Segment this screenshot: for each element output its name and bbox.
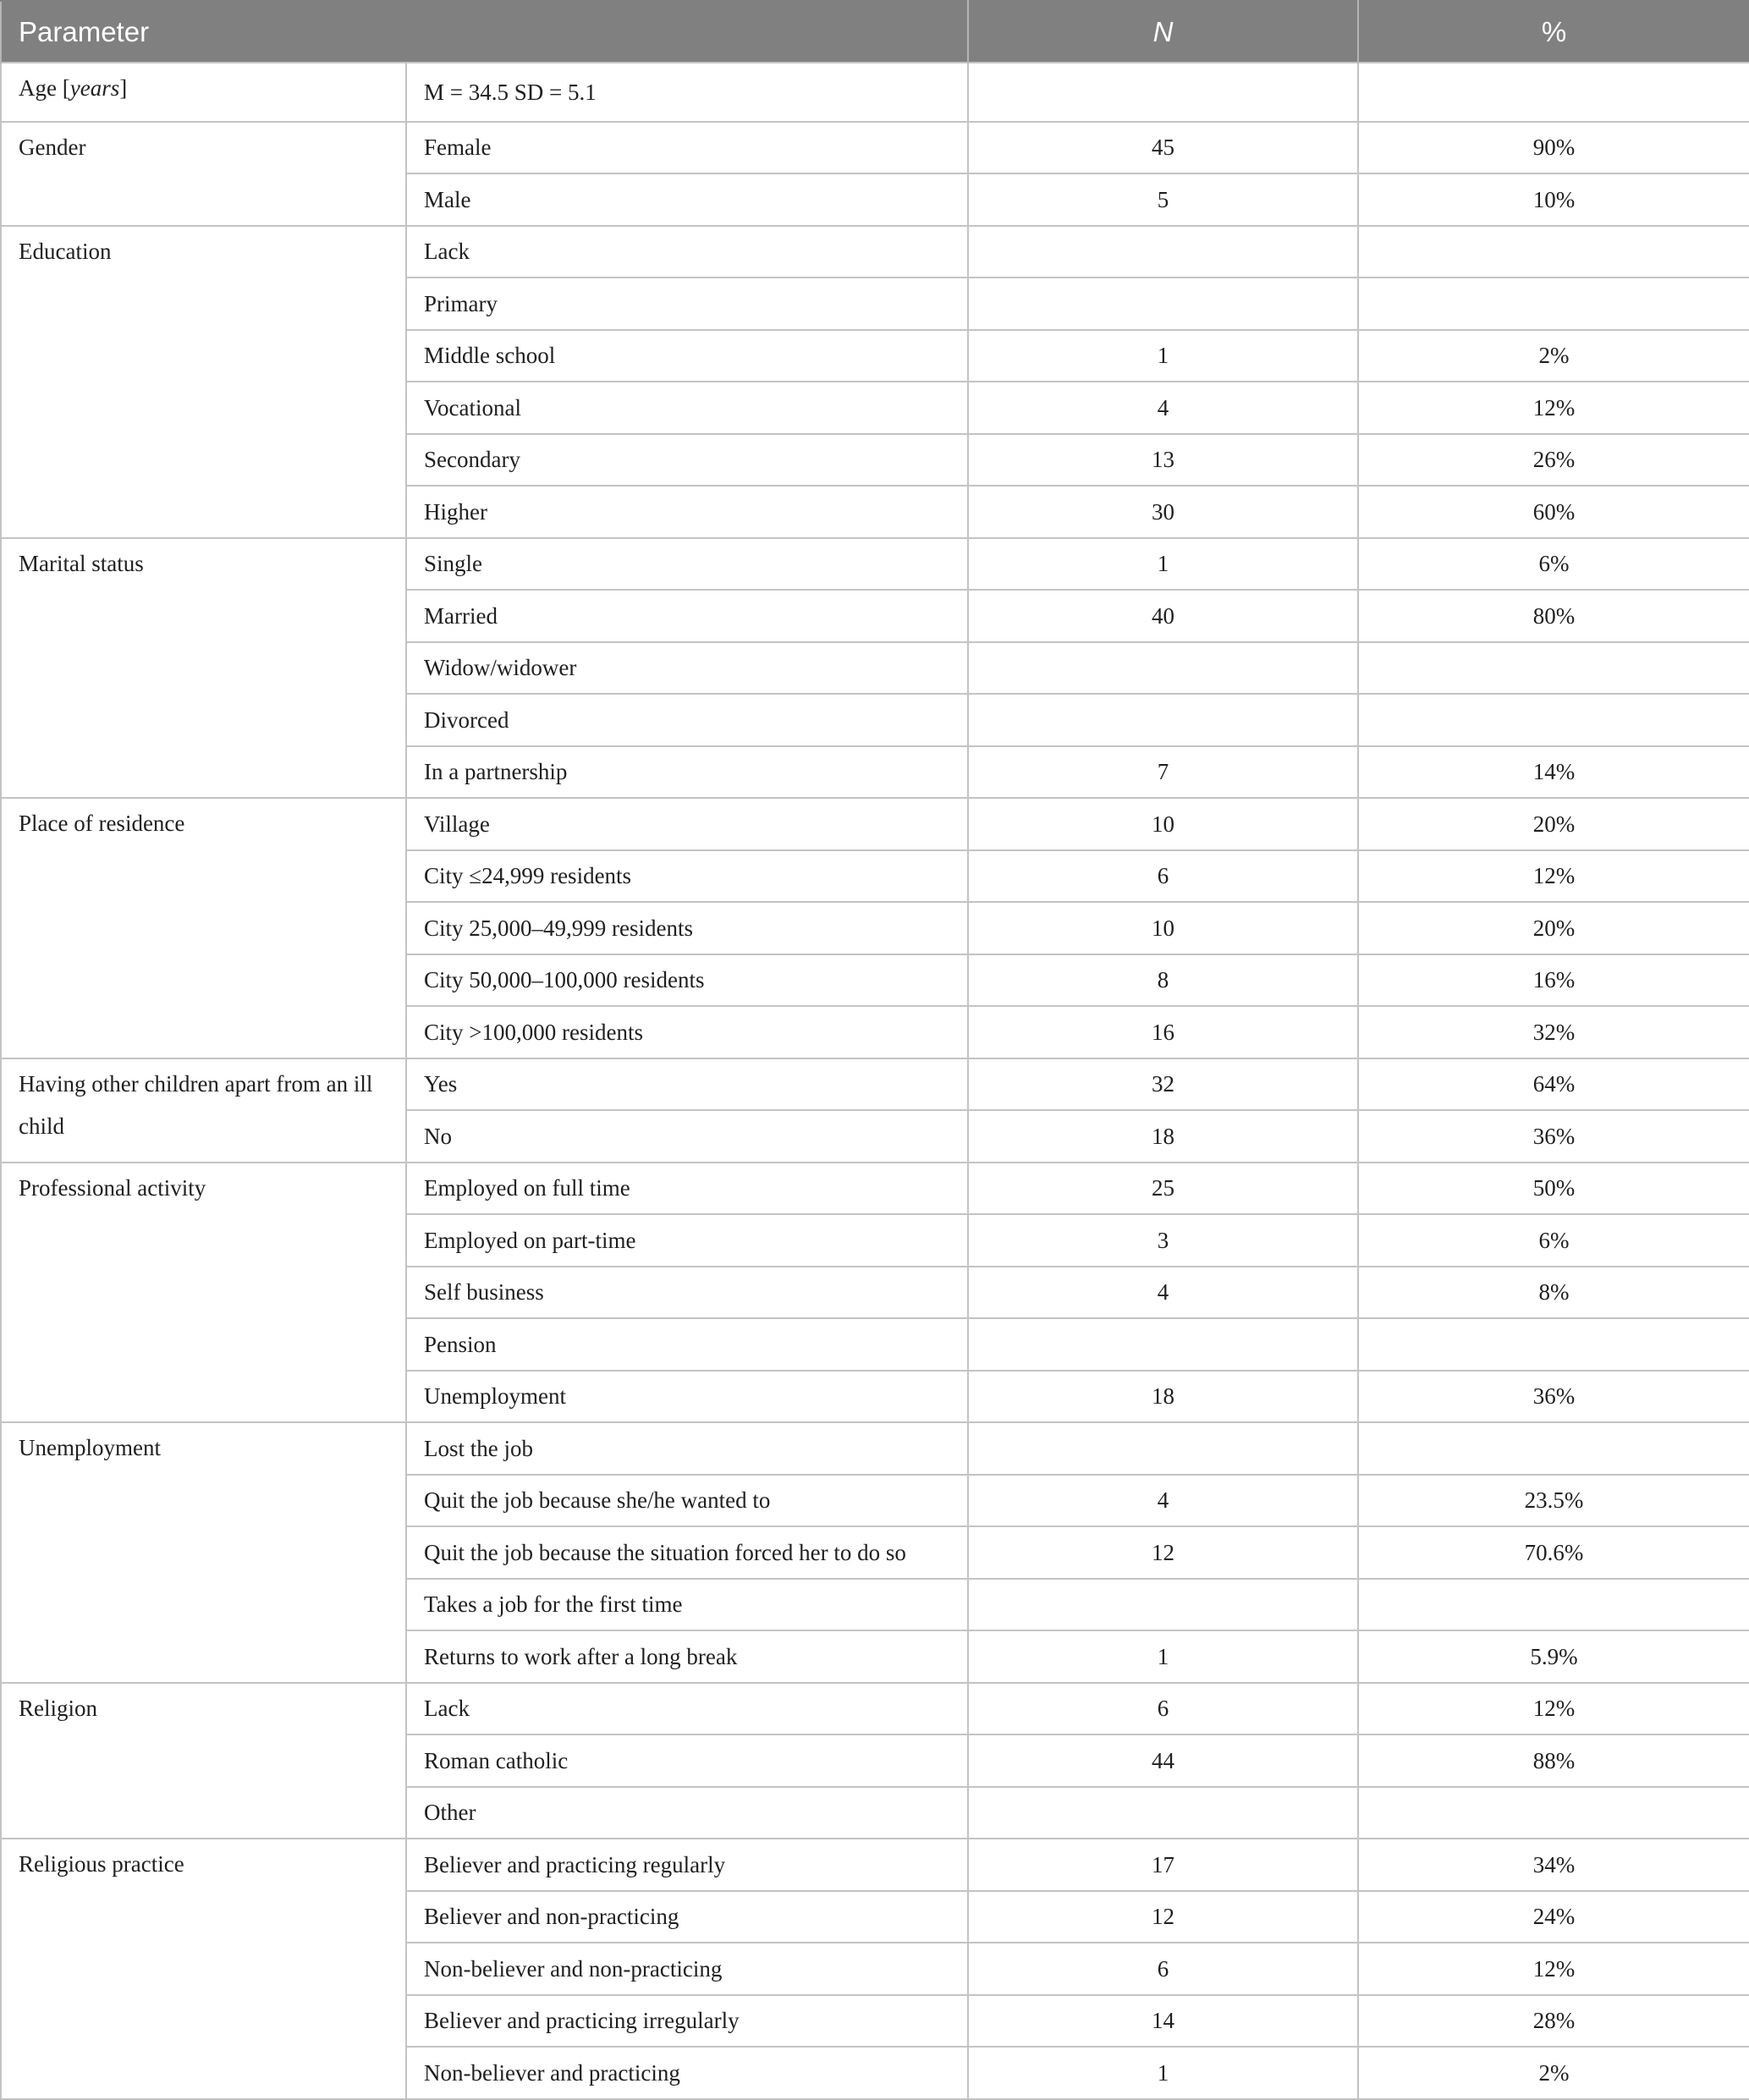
percent-cell: 80% xyxy=(1358,590,1749,642)
category-cell: Lost the job xyxy=(406,1422,968,1475)
percent-cell: 88% xyxy=(1358,1734,1749,1787)
category-cell: Divorced xyxy=(406,694,968,746)
percent-cell: 20% xyxy=(1358,798,1749,850)
percent-cell: 12% xyxy=(1358,1683,1749,1735)
percent-cell: 36% xyxy=(1358,1110,1749,1163)
age-value: M = 34.5 SD = 5.1 xyxy=(406,63,968,122)
parameter-cell-age xyxy=(1,63,406,122)
parameter-cell: Professional activity xyxy=(1,1163,406,1423)
n-cell: 1 xyxy=(968,538,1358,591)
percent-cell: 6% xyxy=(1358,538,1749,591)
n-cell: 4 xyxy=(968,382,1358,434)
parameter-cell: Having other children apart from an ill child xyxy=(1,1058,406,1163)
n-cell: 10 xyxy=(968,798,1358,850)
n-cell: 40 xyxy=(968,590,1358,642)
category-cell: Secondary xyxy=(406,434,968,487)
n-cell xyxy=(968,1787,1358,1839)
table-header xyxy=(1,1,1749,63)
n-cell: 5 xyxy=(968,173,1358,226)
percent-cell: 8% xyxy=(1358,1267,1749,1319)
category-cell: Quit the job because the situation forced her to do so xyxy=(406,1526,968,1579)
n-cell: 30 xyxy=(968,486,1358,538)
n-cell: 8 xyxy=(968,954,1358,1007)
percent-cell xyxy=(1358,1318,1749,1371)
n-cell: 44 xyxy=(968,1734,1358,1787)
percent-cell: 64% xyxy=(1358,1058,1749,1111)
category-cell: City 50,000–100,000 residents xyxy=(406,954,968,1007)
table-row xyxy=(1,538,1749,591)
percent-cell: 14% xyxy=(1358,746,1749,799)
n-cell: 1 xyxy=(968,1630,1358,1683)
category-cell: Higher xyxy=(406,486,968,538)
category-cell: Quit the job because she/he wanted to xyxy=(406,1475,968,1527)
percent-cell xyxy=(1358,642,1749,695)
percent-cell xyxy=(1358,1787,1749,1839)
n-cell: 13 xyxy=(968,434,1358,487)
n-cell xyxy=(968,1422,1358,1475)
percent-cell: 12% xyxy=(1358,382,1749,434)
n-cell: 32 xyxy=(968,1058,1358,1111)
category-cell: Yes xyxy=(406,1058,968,1111)
category-cell: Lack xyxy=(406,226,968,278)
age-n xyxy=(968,63,1358,122)
percent-cell: 16% xyxy=(1358,954,1749,1007)
n-cell xyxy=(968,642,1358,695)
category-cell: Returns to work after a long break xyxy=(406,1630,968,1683)
table-body xyxy=(1,63,1749,2099)
percent-cell xyxy=(1358,278,1749,330)
n-cell: 17 xyxy=(968,1839,1358,1891)
percent-cell: 2% xyxy=(1358,330,1749,382)
category-cell: City ≤24,999 residents xyxy=(406,850,968,903)
n-cell xyxy=(968,1579,1358,1631)
percent-cell: 60% xyxy=(1358,486,1749,538)
n-cell xyxy=(968,278,1358,330)
n-cell: 4 xyxy=(968,1475,1358,1527)
n-cell: 12 xyxy=(968,1526,1358,1579)
age-label: Age [ xyxy=(19,75,70,101)
table-row xyxy=(1,1683,1749,1735)
n-cell: 25 xyxy=(968,1163,1358,1215)
percent-cell xyxy=(1358,226,1749,278)
percent-cell: 24% xyxy=(1358,1891,1749,1943)
percent-cell: 12% xyxy=(1358,850,1749,903)
category-cell: Village xyxy=(406,798,968,850)
parameter-cell: Religious practice xyxy=(1,1839,406,2099)
n-cell: 18 xyxy=(968,1371,1358,1423)
category-cell: Lack xyxy=(406,1683,968,1735)
category-cell: Primary xyxy=(406,278,968,330)
percent-cell: 12% xyxy=(1358,1943,1749,1995)
percent-cell: 28% xyxy=(1358,1995,1749,2048)
age-label-close: ] xyxy=(119,75,128,101)
percent-cell xyxy=(1358,1422,1749,1475)
n-cell: 18 xyxy=(968,1110,1358,1163)
table-row xyxy=(1,798,1749,850)
table-row xyxy=(1,1163,1749,1215)
n-cell: 14 xyxy=(968,1995,1358,2048)
n-cell: 1 xyxy=(968,330,1358,382)
percent-cell: 50% xyxy=(1358,1163,1749,1215)
category-cell: Employed on full time xyxy=(406,1163,968,1215)
percent-cell: 5.9% xyxy=(1358,1630,1749,1683)
table-row xyxy=(1,1839,1749,1891)
n-cell: 6 xyxy=(968,1683,1358,1735)
category-cell: Unemployment xyxy=(406,1371,968,1423)
category-cell: Single xyxy=(406,538,968,591)
category-cell: Other xyxy=(406,1787,968,1839)
percent-cell: 26% xyxy=(1358,434,1749,487)
n-cell xyxy=(968,226,1358,278)
percent-cell: 10% xyxy=(1358,173,1749,226)
n-cell: 6 xyxy=(968,1943,1358,1995)
n-cell: 10 xyxy=(968,902,1358,954)
category-cell: Believer and non-practicing xyxy=(406,1891,968,1943)
n-cell: 45 xyxy=(968,122,1358,174)
header-n: N xyxy=(968,1,1358,63)
percent-cell: 70.6% xyxy=(1358,1526,1749,1579)
category-cell: Non-believer and non-practicing xyxy=(406,1943,968,1995)
category-cell: No xyxy=(406,1110,968,1163)
category-cell: Believer and practicing irregularly xyxy=(406,1995,968,2048)
percent-cell: 2% xyxy=(1358,2047,1749,2099)
n-cell: 3 xyxy=(968,1214,1358,1267)
table-row xyxy=(1,1422,1749,1475)
n-cell: 1 xyxy=(968,2047,1358,2099)
percent-cell: 90% xyxy=(1358,122,1749,174)
category-cell: Takes a job for the first time xyxy=(406,1579,968,1631)
parameter-cell: Religion xyxy=(1,1683,406,1839)
header-parameter: Parameter xyxy=(1,1,968,63)
n-cell: 7 xyxy=(968,746,1358,799)
parameter-cell: Gender xyxy=(1,122,406,226)
category-cell: City 25,000–49,999 residents xyxy=(406,902,968,954)
n-cell: 4 xyxy=(968,1267,1358,1319)
table-row xyxy=(1,122,1749,174)
table-row-age xyxy=(1,63,1749,122)
category-cell: Female xyxy=(406,122,968,174)
age-unit: years xyxy=(69,75,120,101)
category-cell: Roman catholic xyxy=(406,1734,968,1787)
category-cell: Believer and practicing regularly xyxy=(406,1839,968,1891)
category-cell: Vocational xyxy=(406,382,968,434)
header-row xyxy=(1,1,1749,63)
percent-cell: 6% xyxy=(1358,1214,1749,1267)
n-cell: 6 xyxy=(968,850,1358,903)
parameter-cell: Unemployment xyxy=(1,1422,406,1683)
n-cell xyxy=(968,694,1358,746)
category-cell: Married xyxy=(406,590,968,642)
parameter-cell: Education xyxy=(1,226,406,538)
n-cell: 12 xyxy=(968,1891,1358,1943)
parameter-cell: Place of residence xyxy=(1,798,406,1058)
percent-cell: 34% xyxy=(1358,1839,1749,1891)
header-percent: % xyxy=(1358,1,1749,63)
category-cell: Middle school xyxy=(406,330,968,382)
category-cell: Self business xyxy=(406,1267,968,1319)
n-cell xyxy=(968,1318,1358,1371)
percent-cell: 23.5% xyxy=(1358,1475,1749,1527)
table-row xyxy=(1,1058,1749,1111)
percent-cell: 20% xyxy=(1358,902,1749,954)
percent-cell xyxy=(1358,694,1749,746)
percent-cell: 32% xyxy=(1358,1006,1749,1058)
category-cell: Male xyxy=(406,173,968,226)
category-cell: In a partnership xyxy=(406,746,968,799)
category-cell: Employed on part-time xyxy=(406,1214,968,1267)
category-cell: Widow/widower xyxy=(406,642,968,695)
n-cell: 16 xyxy=(968,1006,1358,1058)
percent-cell xyxy=(1358,1579,1749,1631)
category-cell: City >100,000 residents xyxy=(406,1006,968,1058)
age-pct xyxy=(1358,63,1749,122)
category-cell: Pension xyxy=(406,1318,968,1371)
parameter-cell: Marital status xyxy=(1,538,406,799)
percent-cell: 36% xyxy=(1358,1371,1749,1423)
table-row xyxy=(1,226,1749,278)
category-cell: Non-believer and practicing xyxy=(406,2047,968,2099)
